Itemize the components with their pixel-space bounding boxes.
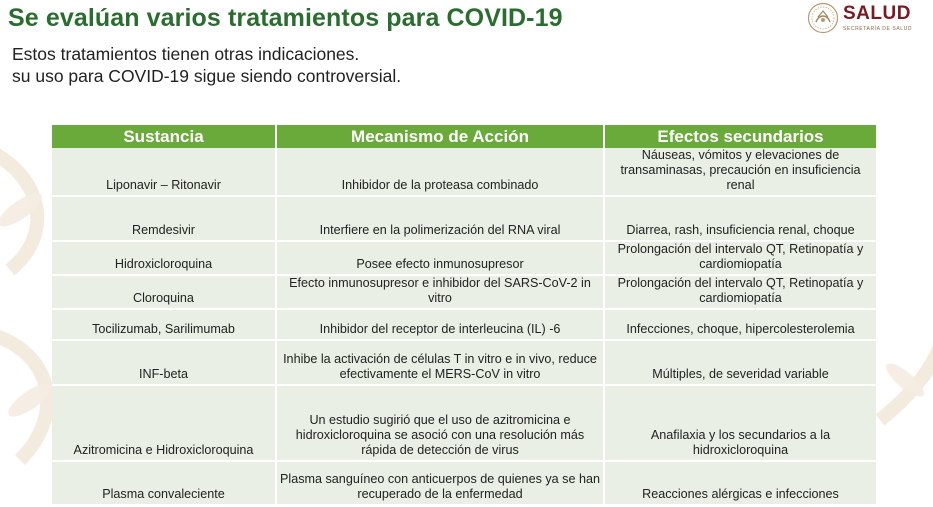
seal-icon	[807, 2, 839, 34]
cell-sustancia: Tocilizumab, Sarilimumab	[52, 309, 276, 340]
cell-sustancia: INF-beta	[52, 340, 276, 385]
cell-mecanismo: Efecto inmunosupresor e inhibidor del SARS-CoV-2 in vitro	[276, 275, 604, 309]
subtitle-line-1: Estos tratamientos tienen otras indicaciones.	[12, 44, 360, 64]
cell-mecanismo: Interfiere en la polimerización del RNA viral	[276, 196, 604, 241]
table-row	[52, 385, 876, 461]
table-row	[52, 196, 876, 241]
table-row	[52, 275, 876, 309]
subtitle-line-2: su uso para COVID-19 sigue siendo controversial.	[12, 66, 402, 86]
cell-efectos: Infecciones, choque, hipercolesterolemia	[604, 309, 876, 340]
table-row	[52, 340, 876, 385]
header-efectos: Efectos secundarios	[604, 125, 876, 148]
header-mecanismo: Mecanismo de Acción	[276, 125, 604, 148]
table-row	[52, 241, 876, 275]
cell-efectos: Múltiples, de severidad variable	[604, 340, 876, 385]
logo-text: SALUD	[843, 3, 911, 24]
cell-sustancia: Cloroquina	[52, 275, 276, 309]
logo-subtext: SECRETARÍA DE SALUD	[843, 26, 913, 32]
cell-efectos: Diarrea, rash, insuficiencia renal, choque	[604, 196, 876, 241]
subtitle	[12, 43, 401, 87]
cell-mecanismo: Inhibe la activación de células T in vitro e in vivo, reduce efectivamente el MERS-CoV in vitro	[276, 340, 604, 385]
table-row	[52, 148, 876, 196]
cell-mecanismo: Posee efecto inmunosupresor	[276, 241, 604, 275]
cell-sustancia: Liponavir – Ritonavir	[52, 148, 276, 196]
cell-mecanismo: Inhibidor de la proteasa combinado	[276, 148, 604, 196]
cell-efectos: Náuseas, vómitos y elevaciones de transaminasas, precaución en insuficiencia renal	[604, 148, 876, 196]
table-header-row	[52, 125, 876, 148]
table-row	[52, 461, 876, 505]
salud-logo	[805, 2, 930, 34]
cell-efectos: Prolongación del intervalo QT, Retinopatía y cardiomiopatía	[604, 241, 876, 275]
table-row	[52, 309, 876, 340]
page-title: Se evalúan varios tratamientos para COVID-19	[8, 4, 563, 32]
cell-mecanismo: Un estudio sugirió que el uso de azitromicina e hidroxicloroquina se asoció con una resolución más rápida de detección de virus	[276, 385, 604, 461]
cell-efectos: Anafilaxia y los secundarios a la hidroxicloroquina	[604, 385, 876, 461]
cell-efectos: Prolongación del intervalo QT, Retinopatía y cardiomiopatía	[604, 275, 876, 309]
cell-efectos: Reacciones alérgicas e infecciones	[604, 461, 876, 505]
header-sustancia: Sustancia	[52, 125, 276, 148]
cell-mecanismo: Plasma sanguíneo con anticuerpos de quienes ya se han recuperado de la enfermedad	[276, 461, 604, 505]
cell-sustancia: Hidroxicloroquina	[52, 241, 276, 275]
cell-sustancia: Remdesivir	[52, 196, 276, 241]
cell-sustancia: Azitromicina e Hidroxicloroquina	[52, 385, 276, 461]
cell-sustancia: Plasma convaleciente	[52, 461, 276, 505]
cell-mecanismo: Inhibidor del receptor de interleucina (IL) -6	[276, 309, 604, 340]
treatments-table	[52, 125, 876, 506]
